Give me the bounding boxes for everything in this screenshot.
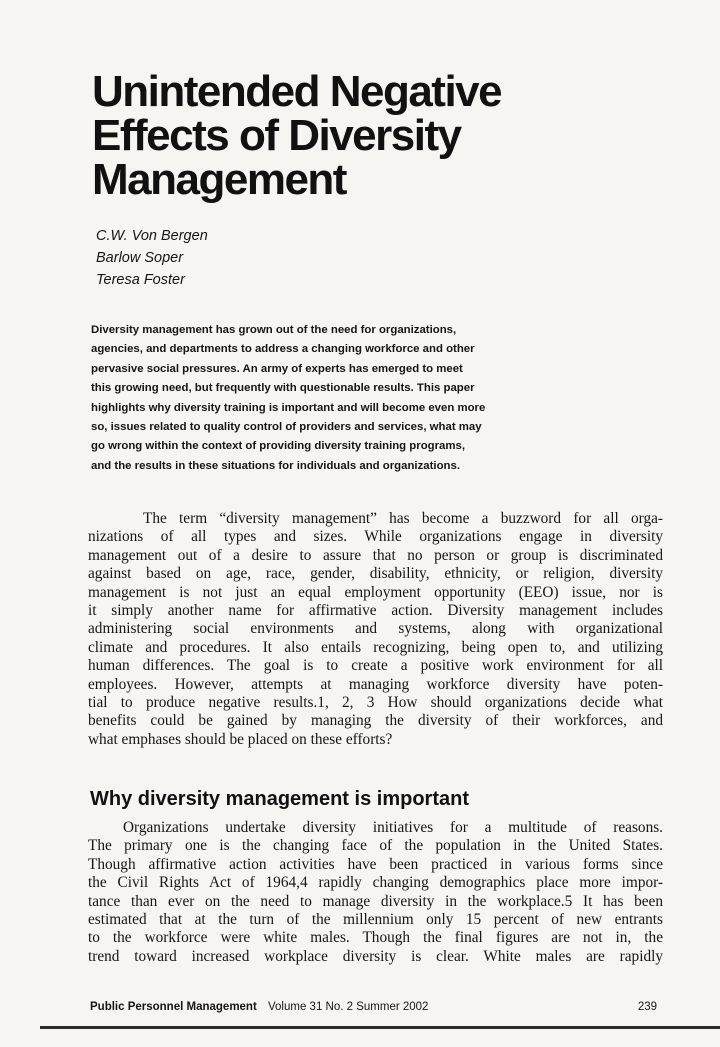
abstract-line: this growing need, but frequently with questionable results. This paper bbox=[91, 382, 475, 395]
volume-info: Volume 31 No. 2 Summer 2002 bbox=[268, 1001, 429, 1013]
abstract-line: Diversity management has grown out of the need for organizations, bbox=[91, 324, 457, 336]
abstract bbox=[91, 321, 611, 476]
body-line: The primary one is the changing face of the population in the United States. bbox=[88, 837, 663, 855]
abstract-line: go wrong within the context of providing diversity training programs, bbox=[91, 440, 466, 453]
body-line: tial to produce negative results.1, 2, 3 How should organizations decide what bbox=[88, 694, 663, 712]
body-line: it simply another name for affirmative action. Diversity management includes bbox=[88, 602, 663, 620]
body-line: the Civil Rights Act of 1964,4 rapidly changing demographics place more impor- bbox=[88, 874, 663, 892]
title-line: Effects of Diversity bbox=[92, 111, 461, 160]
body-line: benefits could be gained by managing the diversity of their workforces, and bbox=[88, 712, 663, 730]
author-list bbox=[96, 225, 208, 291]
body-line: Though affirmative action activities have been practiced in various forms since bbox=[88, 855, 663, 873]
section-heading: Why diversity management is important bbox=[90, 788, 469, 810]
body-line: tance than ever on the need to manage diversity in the workplace.5 It has been bbox=[88, 892, 663, 910]
body-line: human differences. The goal is to create a positive work environment for all bbox=[88, 657, 663, 675]
page-footer bbox=[90, 998, 665, 1016]
body-line: what emphases should be placed on these efforts? bbox=[88, 730, 393, 748]
abstract-line: highlights why diversity training is important and will become even more bbox=[91, 401, 486, 414]
body-line: nizations of all types and sizes. While organizations engage in diversity bbox=[88, 528, 663, 546]
article-title bbox=[92, 67, 652, 204]
body-line: The term “diversity management” has become a buzzword for all orga- bbox=[143, 510, 663, 527]
body-line: to the workforce were white males. Though the final figures are not in, the bbox=[88, 929, 663, 947]
author-name: Teresa Foster bbox=[96, 272, 185, 288]
intro-paragraph bbox=[88, 510, 663, 749]
author-name: C.W. Von Bergen bbox=[96, 228, 208, 244]
title-line: Unintended Negative bbox=[92, 67, 502, 116]
bottom-rule bbox=[40, 1026, 720, 1029]
abstract-line: and the results in these situations for individuals and organizations. bbox=[91, 459, 460, 472]
body-line: trend toward increased workplace diversity is clear. White males are rapidly bbox=[88, 947, 663, 965]
abstract-line: agencies, and departments to address a changing workforce and other bbox=[91, 343, 475, 356]
body-line: Organizations undertake diversity initiatives for a multitude of reasons. bbox=[123, 819, 663, 836]
abstract-line: pervasive social pressures. An army of experts has emerged to meet bbox=[91, 362, 463, 375]
journal-name: Public Personnel Management bbox=[90, 1001, 257, 1013]
body-line: climate and procedures. It also entails recognizing, being open to, and utilizing bbox=[88, 638, 663, 656]
author-name: Barlow Soper bbox=[96, 250, 184, 266]
page-number: 239 bbox=[637, 1001, 657, 1013]
body-line: against based on age, race, gender, disability, ethnicity, or religion, diversity bbox=[88, 565, 663, 583]
body-line: employees. However, attempts at managing workforce diversity have poten- bbox=[88, 675, 663, 693]
abstract-line: so, issues related to quality control of providers and services, what may bbox=[91, 421, 482, 434]
section-paragraph bbox=[88, 819, 663, 966]
body-line: management out of a desire to assure that no person or group is discriminated bbox=[88, 546, 663, 564]
body-line: management is not just an equal employment opportunity (EEO) issue, nor is bbox=[88, 583, 663, 601]
title-line: Management bbox=[92, 155, 346, 204]
body-line: estimated that at the turn of the millennium only 15 percent of new entrants bbox=[88, 911, 663, 929]
body-line: administering social environments and systems, along with organizational bbox=[88, 620, 663, 638]
